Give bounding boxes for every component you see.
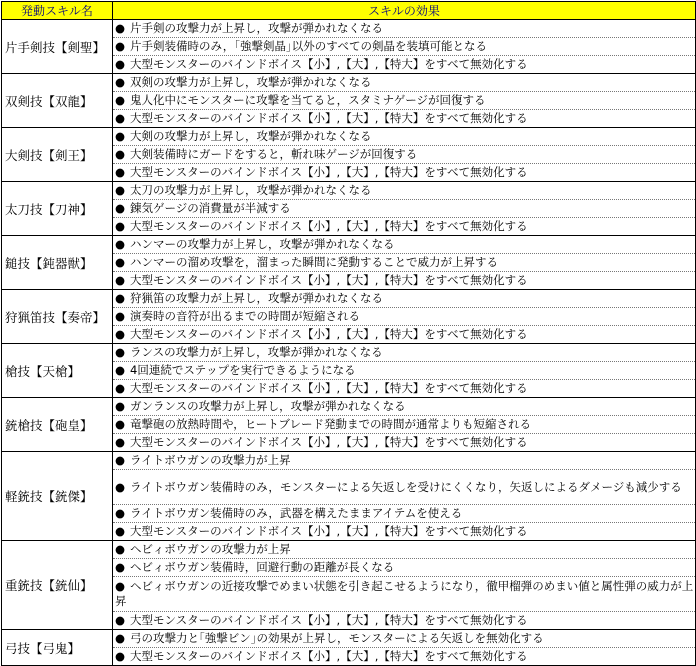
skill-effect [113, 38, 696, 56]
skill-effect [113, 541, 696, 559]
bullet-icon: ● [115, 479, 126, 494]
bullet-icon: ● [115, 435, 126, 449]
skill-effect [113, 523, 696, 541]
bullet-icon: ● [115, 183, 126, 197]
bullet-icon: ● [115, 291, 126, 305]
bullet-icon: ● [115, 417, 126, 431]
effect-text: 演奏時の音符が出るまでの時間が短縮される [130, 309, 360, 323]
bullet-icon: ● [115, 75, 126, 89]
effect-text: ハンマーの攻撃力が上昇し，攻撃が弾かれなくなる [130, 237, 395, 251]
effect-text: 大型モンスターのバインドボイス【小】,【大】,【特大】をすべて無効化する [130, 381, 528, 395]
bullet-icon: ● [115, 506, 126, 520]
effect-text: 大剣装備時にガードをすると，斬れ味ゲージが回復する [130, 147, 418, 161]
skill-effect [113, 577, 696, 612]
skill-effect [113, 92, 696, 110]
skill-rows [2, 20, 696, 666]
skill-effect [113, 74, 696, 92]
skill-effect [113, 416, 696, 434]
bullet-icon: ● [115, 57, 126, 71]
skill-name: 軽銃技【銃傑】 [2, 452, 113, 541]
bullet-icon: ● [115, 219, 126, 233]
skill-name: 銃槍技【砲皇】 [2, 398, 113, 452]
skill-effect [113, 128, 696, 146]
skill-effect [113, 20, 696, 38]
effect-text: 大型モンスターのバインドボイス【小】,【大】,【特大】をすべて無効化する [130, 219, 528, 233]
skill-effect [113, 648, 696, 666]
skill-effect [113, 236, 696, 254]
table-row [2, 290, 696, 308]
effect-text: 大型モンスターのバインドボイス【小】,【大】,【特大】をすべて無効化する [130, 524, 528, 538]
bullet-icon: ● [115, 129, 126, 143]
effect-text: 大型モンスターのバインドボイス【小】,【大】,【特大】をすべて無効化する [130, 435, 528, 449]
skill-effect [113, 200, 696, 218]
bullet-icon: ● [115, 453, 126, 467]
skill-effect [113, 470, 696, 505]
effect-text: ハンマーの溜め攻撃を，溜まった瞬間に発動することで威力が上昇する [130, 255, 498, 269]
skill-effect [113, 434, 696, 452]
bullet-icon: ● [115, 255, 126, 269]
effect-text: 狩猟笛の攻撃力が上昇し，攻撃が弾かれなくなる [130, 291, 383, 305]
skill-effect [113, 326, 696, 344]
effect-text: 大型モンスターのバインドボイス【小】,【大】,【特大】をすべて無効化する [130, 165, 528, 179]
bullet-icon: ● [115, 560, 126, 574]
table-row [2, 182, 696, 200]
bullet-icon: ● [115, 631, 126, 645]
skill-effect [113, 146, 696, 164]
bullet-icon: ● [115, 93, 126, 107]
effect-text: ガンランスの攻撃力が上昇し，攻撃が弾かれなくなる [130, 399, 406, 413]
skill-effect [113, 452, 696, 470]
effect-text: 鬼人化中にモンスターに攻撃を当てると，スタミナゲージが回復する [130, 93, 486, 107]
bullet-icon: ● [115, 579, 126, 593]
bullet-icon: ● [115, 39, 126, 53]
effect-text: 片手剣装備時のみ，｢強撃剣晶｣以外のすべての剣晶を装填可能となる [130, 39, 487, 53]
table-row [2, 630, 696, 648]
skill-effect [113, 612, 696, 630]
skill-effect [113, 254, 696, 272]
bullet-icon: ● [115, 21, 126, 35]
header-skill-effect: スキルの効果 [113, 2, 696, 20]
skill-effect [113, 630, 696, 648]
table-row [2, 236, 696, 254]
skill-effect [113, 272, 696, 290]
skill-name: 大剣技【剣王】 [2, 128, 113, 182]
bullet-icon: ● [115, 327, 126, 341]
bullet-icon: ● [115, 381, 126, 395]
effect-text: 双剣の攻撃力が上昇し，攻撃が弾かれなくなる [130, 75, 372, 89]
effect-text: 弓の攻撃力と｢強撃ビン｣の効果が上昇し，モンスターによる矢返しを無効化する [130, 631, 544, 645]
skill-effect [113, 290, 696, 308]
skill-name: 鎚技【鈍器獣】 [2, 236, 113, 290]
skill-name: 重銃技【銃仙】 [2, 541, 113, 630]
effect-text: 大型モンスターのバインドボイス【小】,【大】,【特大】をすべて無効化する [130, 273, 528, 287]
effect-text: 竜撃砲の放熱時間や，ヒートブレード発動までの時間が通常よりも短縮される [130, 417, 532, 431]
skill-name: 狩猟笛技【奏帝】 [2, 290, 113, 344]
skill-effect [113, 398, 696, 416]
skill-effect [113, 559, 696, 577]
bullet-icon: ● [115, 363, 126, 377]
bullet-icon: ● [115, 542, 126, 556]
skill-effect [113, 218, 696, 236]
effect-text: ライトボウガンの攻撃力が上昇 [130, 453, 291, 467]
table-row [2, 398, 696, 416]
bullet-icon: ● [115, 201, 126, 215]
skill-effect [113, 182, 696, 200]
table-row [2, 20, 696, 38]
effect-text: ライトボウガン装備時のみ，武器を構えたままアイテムを使える [130, 506, 463, 520]
skill-effect [113, 164, 696, 182]
bullet-icon: ● [115, 309, 126, 323]
bullet-icon: ● [115, 165, 126, 179]
effect-text: 太刀の攻撃力が上昇し，攻撃が弾かれなくなる [130, 183, 372, 197]
skill-name: 片手剣技【剣聖】 [2, 20, 113, 74]
table-row [2, 74, 696, 92]
effect-text: ヘビィボウガン装備時，回避行動の距離が長くなる [130, 560, 395, 574]
effect-text: 大型モンスターのバインドボイス【小】,【大】,【特大】をすべて無効化する [130, 57, 528, 71]
skill-name: 双剣技【双龍】 [2, 74, 113, 128]
table-row [2, 344, 696, 362]
skill-name: 弓技【弓鬼】 [2, 630, 113, 666]
header-row [2, 2, 696, 20]
bullet-icon: ● [115, 649, 126, 663]
bullet-icon: ● [115, 273, 126, 287]
effect-text: ヘビィボウガンの近接攻撃でめまい状態を引き起こせるようになり，徹甲榴弾のめまい値と属性弾の威力が上昇 [115, 579, 694, 608]
effect-text: ライトボウガン装備時のみ，モンスターによる矢返しを受けにくくなり，矢返しによるダメージも減少する [130, 479, 682, 494]
bullet-icon: ● [115, 613, 126, 627]
bullet-icon: ● [115, 345, 126, 359]
bullet-icon: ● [115, 399, 126, 413]
bullet-icon: ● [115, 237, 126, 251]
header-skill-name: 発動スキル名 [2, 2, 113, 20]
effect-text: 片手剣の攻撃力が上昇し，攻撃が弾かれなくなる [130, 21, 383, 35]
skill-name: 槍技【天槍】 [2, 344, 113, 398]
bullet-icon: ● [115, 147, 126, 161]
effect-text: 4回連続でステップを実行できるようになる [130, 363, 356, 377]
skill-effect [113, 56, 696, 74]
skill-table [1, 1, 696, 666]
effect-text: 大型モンスターのバインドボイス【小】,【大】,【特大】をすべて無効化する [130, 111, 528, 125]
skill-effect [113, 308, 696, 326]
effect-text: 大型モンスターのバインドボイス【小】,【大】,【特大】をすべて無効化する [130, 327, 528, 341]
table-row [2, 452, 696, 470]
skill-effect [113, 344, 696, 362]
skill-effect [113, 110, 696, 128]
bullet-icon: ● [115, 524, 126, 538]
effect-text: ランスの攻撃力が上昇し，攻撃が弾かれなくなる [130, 345, 383, 359]
effect-text: 錬気ゲージの消費量が半減する [130, 201, 291, 215]
skill-effect [113, 380, 696, 398]
skill-name: 太刀技【刀神】 [2, 182, 113, 236]
effect-text: ヘビィボウガンの攻撃力が上昇 [130, 542, 291, 556]
skill-effect [113, 505, 696, 523]
effect-text: 大型モンスターのバインドボイス【小】,【大】,【特大】をすべて無効化する [130, 613, 528, 627]
skill-effect [113, 362, 696, 380]
effect-text: 大剣の攻撃力が上昇し，攻撃が弾かれなくなる [130, 129, 372, 143]
table-row [2, 128, 696, 146]
bullet-icon: ● [115, 111, 126, 125]
table-row [2, 541, 696, 559]
effect-text: 大型モンスターのバインドボイス【小】,【大】,【特大】をすべて無効化する [130, 649, 528, 663]
